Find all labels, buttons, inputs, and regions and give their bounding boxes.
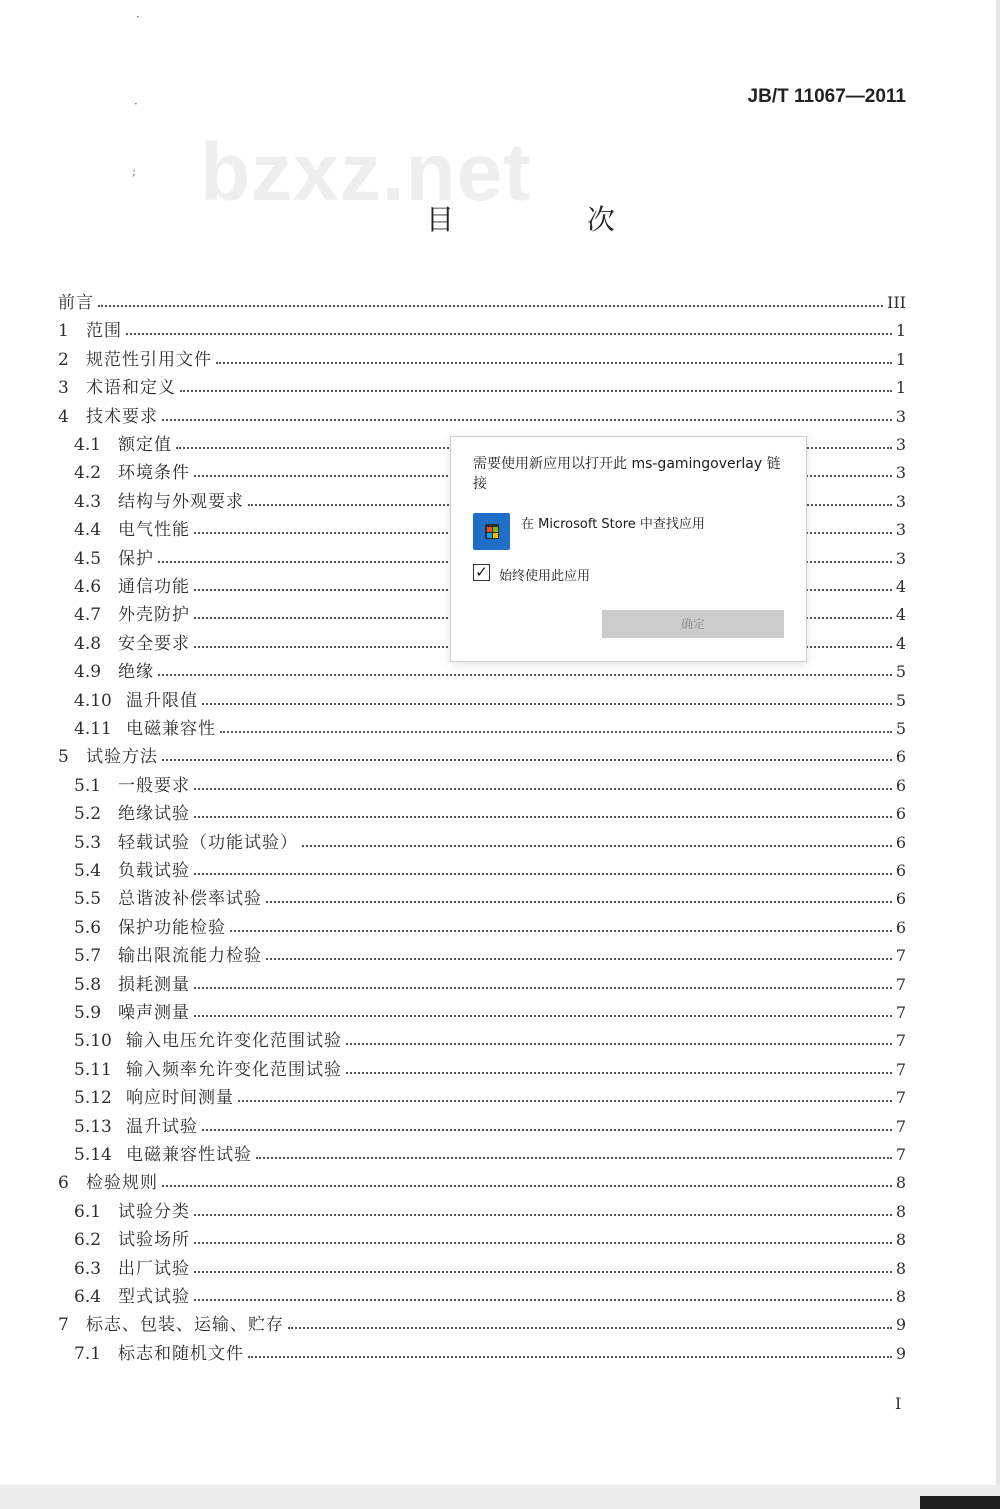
- toc-entry-number: 5.14: [74, 1145, 112, 1165]
- toc-entry-page: 7: [895, 1031, 906, 1050]
- toc-entry: [74, 689, 906, 713]
- toc-entry-title: 一般要求: [118, 776, 190, 796]
- toc-entry-title: 检验规则: [86, 1173, 158, 1193]
- toc-entry: [74, 859, 906, 883]
- toc-entry-page: 6: [895, 833, 906, 852]
- toc-leader-dots: [216, 361, 892, 364]
- toc-entry-page: 7: [895, 975, 906, 994]
- toc-entry-page: 3: [895, 407, 906, 426]
- toc-entry-number: 4.11: [74, 719, 112, 739]
- toc-entry-title: 安全要求: [118, 634, 190, 654]
- toc-entry: [74, 1228, 906, 1252]
- toc-entry-page: 5: [895, 662, 906, 681]
- toc-entry-number: 5.7: [74, 946, 102, 966]
- toc-entry-number: 5.12: [74, 1088, 112, 1108]
- toc-entry-number: 2: [58, 350, 69, 370]
- toc-entry-title: 试验方法: [86, 747, 158, 767]
- bottom-scrollbar-track[interactable]: [0, 1485, 1000, 1509]
- toc-entry: [74, 831, 906, 855]
- toc-entry-title: 温升限值: [126, 691, 198, 711]
- toc-entry-number: 4.1: [74, 435, 102, 455]
- toc-entry: [58, 348, 906, 372]
- toc-entry-page: 8: [895, 1259, 906, 1278]
- toc-entry-page: 7: [895, 1003, 906, 1022]
- toc-entry-title: 标志和随机文件: [118, 1344, 244, 1364]
- toc-entry-title: 绝缘试验: [118, 804, 190, 824]
- toc-entry-title: 技术要求: [86, 407, 158, 427]
- toc-entry: [74, 1115, 906, 1139]
- toc-leader-dots: [98, 304, 883, 307]
- toc-entry-page: 1: [895, 350, 906, 369]
- toc-leader-dots: [248, 1355, 892, 1358]
- toc-entry-page: 8: [895, 1230, 906, 1249]
- toc-entry-title: 规范性引用文件: [86, 350, 212, 370]
- toc-entry: [74, 1086, 906, 1110]
- toc-entry: [74, 1058, 906, 1082]
- toc-entry-title: 通信功能: [118, 577, 190, 597]
- microsoft-store-icon[interactable]: [473, 513, 510, 550]
- toc-leader-dots: [288, 1326, 892, 1329]
- toc-entry-page: 7: [895, 1060, 906, 1079]
- toc-title: 目 次: [426, 203, 677, 236]
- toc-leader-dots: [194, 872, 892, 875]
- toc-entry-title: 总谐波补偿率试验: [118, 889, 262, 909]
- toc-entry-number: 4.6: [74, 577, 102, 597]
- open-with-dialog: [450, 436, 807, 662]
- toc-entry-title: 外壳防护: [118, 605, 190, 625]
- toc-entry-page: 1: [895, 321, 906, 340]
- toc-entry-page: 3: [895, 520, 906, 539]
- toc-entry-title: 响应时间测量: [126, 1088, 234, 1108]
- toc-entry-page: 7: [895, 1145, 906, 1164]
- toc-leader-dots: [194, 1270, 892, 1273]
- toc-entry-title: 噪声测量: [118, 1003, 190, 1023]
- toc-entry-number: 5.2: [74, 804, 102, 824]
- toc-leader-dots: [194, 1014, 892, 1017]
- toc-entry: [58, 376, 906, 400]
- always-use-label[interactable]: 始终使用此应用: [499, 569, 591, 584]
- toc-entry-title: 出厂试验: [118, 1259, 190, 1279]
- toc-entry-number: 5.6: [74, 918, 102, 938]
- toc-leader-dots: [162, 1184, 892, 1187]
- toc-leader-dots: [194, 815, 892, 818]
- toc-entry: [58, 745, 906, 769]
- toc-entry-page: 6: [895, 747, 906, 766]
- toc-leader-dots: [202, 1128, 892, 1131]
- toc-entry-number: 5.13: [74, 1117, 112, 1137]
- toc-leader-dots: [194, 787, 892, 790]
- scan-speck: ·: [134, 97, 138, 111]
- toc-leader-dots: [302, 844, 892, 847]
- always-use-checkbox[interactable]: ✓: [473, 564, 490, 581]
- toc-entry: [74, 1257, 906, 1281]
- toc-leader-dots: [126, 332, 892, 335]
- toc-entry: [74, 1285, 906, 1309]
- toc-entry-title: 型式试验: [118, 1287, 190, 1307]
- scan-speck: ;: [132, 164, 137, 178]
- store-bag-icon: [485, 524, 499, 539]
- toc-leader-dots: [346, 1071, 892, 1074]
- toc-leader-dots: [220, 730, 892, 733]
- toc-entry-number: 5.11: [74, 1060, 112, 1080]
- toc-entry-title: 电气性能: [118, 520, 190, 540]
- toc-entry: [74, 887, 906, 911]
- toc-entry-title: 温升试验: [126, 1117, 198, 1137]
- toc-leader-dots: [266, 900, 892, 903]
- toc-entry-title: 保护: [118, 549, 154, 569]
- toc-leader-dots: [202, 702, 892, 705]
- watermark: bzxz.net: [200, 127, 532, 218]
- toc-entry-number: 4.5: [74, 549, 102, 569]
- toc-entry-title: 保护功能检验: [118, 918, 226, 938]
- toc-entry-page: 9: [895, 1315, 906, 1334]
- toc-leader-dots: [158, 673, 892, 676]
- toc-entry-page: 6: [895, 776, 906, 795]
- toc-entry-number: 6.4: [74, 1287, 102, 1307]
- toc-entry-title: 标志、包装、运输、贮存: [86, 1315, 284, 1335]
- page-number: I: [895, 1394, 902, 1413]
- toc-entry: [58, 1313, 906, 1337]
- toc-entry-title: 结构与外观要求: [118, 492, 244, 512]
- toc-entry: [74, 916, 906, 940]
- find-in-store-option[interactable]: 在 Microsoft Store 中查找应用: [521, 517, 705, 532]
- toc-entry: [74, 973, 906, 997]
- toc-entry-title: 输出限流能力检验: [118, 946, 262, 966]
- toc-entry: [74, 1029, 906, 1053]
- toc-entry-title: 电磁兼容性试验: [126, 1145, 252, 1165]
- dialog-message: 需要使用新应用以打开此 ms-gamingoverlay 链接: [473, 456, 781, 492]
- toc-leader-dots: [194, 986, 892, 989]
- toc-entry-number: 1: [58, 321, 69, 341]
- toc-entry-number: 3: [58, 378, 69, 398]
- toc-entry-title: 术语和定义: [86, 378, 176, 398]
- toc-entry-number: 5.5: [74, 889, 102, 909]
- toc-entry-title: 范围: [86, 321, 122, 341]
- toc-entry-number: 4.7: [74, 605, 102, 625]
- toc-entry-page: 5: [895, 691, 906, 710]
- toc-entry-title: 绝缘: [118, 662, 154, 682]
- toc-entry-number: 4: [58, 407, 69, 427]
- toc-entry-number: 6: [58, 1173, 69, 1193]
- standard-number: JB/T 11067—2011: [747, 86, 906, 107]
- toc-leader-dots: [238, 1099, 892, 1102]
- toc-entry-title: 试验场所: [118, 1230, 190, 1250]
- toc-entry-page: 8: [895, 1202, 906, 1221]
- toc-entry-page: 5: [895, 719, 906, 738]
- toc-entry: [58, 1171, 906, 1195]
- scan-speck: ·: [136, 10, 140, 24]
- toc-entry-page: 1: [895, 378, 906, 397]
- toc-entry-number: 7: [58, 1315, 69, 1335]
- toc-entry-page: 4: [895, 605, 906, 624]
- toc-leader-dots: [230, 929, 892, 932]
- toc-entry-page: 3: [895, 435, 906, 454]
- toc-entry-number: 5.3: [74, 833, 102, 853]
- toc-entry: [74, 1200, 906, 1224]
- toc-leader-dots: [194, 1298, 892, 1301]
- toc-leader-dots: [194, 1213, 892, 1216]
- ok-button[interactable]: 确定: [602, 610, 784, 638]
- toc-entry: [74, 1342, 906, 1366]
- toc-entry: [74, 774, 906, 798]
- toc-entry: [74, 944, 906, 968]
- toc-entry-page: 3: [895, 463, 906, 482]
- toc-entry: [74, 717, 906, 741]
- toc-entry-page: 6: [895, 918, 906, 937]
- toc-entry-number: 5.10: [74, 1031, 112, 1051]
- toc-entry-number: 5.9: [74, 1003, 102, 1023]
- toc-entry: [74, 660, 906, 684]
- toc-entry-title: 输入频率允许变化范围试验: [126, 1060, 342, 1080]
- toc-entry-page: 7: [895, 1088, 906, 1107]
- toc-entry-page: 6: [895, 804, 906, 823]
- toc-entry-page: 3: [895, 549, 906, 568]
- toc-leader-dots: [256, 1156, 892, 1159]
- toc-entry-title: 输入电压允许变化范围试验: [126, 1031, 342, 1051]
- toc-entry: [58, 291, 906, 315]
- toc-entry-title: 负载试验: [118, 861, 190, 881]
- toc-entry: [58, 405, 906, 429]
- toc-leader-dots: [346, 1042, 892, 1045]
- toc-entry-page: 4: [895, 577, 906, 596]
- toc-entry-page: 6: [895, 889, 906, 908]
- toc-leader-dots: [162, 418, 892, 421]
- toc-entry-number: 4.4: [74, 520, 102, 540]
- toc-entry-title: 轻载试验（功能试验）: [118, 833, 298, 853]
- toc-entry-number: 6.2: [74, 1230, 102, 1250]
- toc-entry-page: 7: [895, 946, 906, 965]
- toc-entry-number: 5.4: [74, 861, 102, 881]
- toc-entry: [74, 802, 906, 826]
- toc-entry-title: 电磁兼容性: [126, 719, 216, 739]
- toc-entry: [74, 1143, 906, 1167]
- toc-entry-page: III: [887, 293, 906, 312]
- toc-entry-title: 损耗测量: [118, 975, 190, 995]
- toc-entry-number: 7.1: [74, 1344, 102, 1364]
- toc-entry-number: 4.9: [74, 662, 102, 682]
- toc-entry-title: 额定值: [118, 435, 172, 455]
- toc-entry-page: 8: [895, 1173, 906, 1192]
- toc-leader-dots: [162, 758, 892, 761]
- toc-entry-page: 9: [895, 1344, 906, 1363]
- toc-entry-title: 环境条件: [118, 463, 190, 483]
- taskbar-corner: [920, 1496, 1000, 1509]
- toc-entry-number: 4.3: [74, 492, 102, 512]
- toc-entry-number: 4.2: [74, 463, 102, 483]
- toc-leader-dots: [266, 957, 892, 960]
- page-edge: [996, 0, 1000, 1509]
- toc-entry-page: 4: [895, 634, 906, 653]
- toc-entry: [58, 319, 906, 343]
- toc-entry-title: 前言: [58, 293, 94, 313]
- toc-entry-number: 4.10: [74, 691, 112, 711]
- toc-entry-number: 5.8: [74, 975, 102, 995]
- toc-entry-title: 试验分类: [118, 1202, 190, 1222]
- toc-entry-number: 5.1: [74, 776, 102, 796]
- toc-entry-page: 8: [895, 1287, 906, 1306]
- toc-entry-number: 4.8: [74, 634, 102, 654]
- toc-entry-number: 6.1: [74, 1202, 102, 1222]
- toc-entry: [74, 1001, 906, 1025]
- toc-entry-number: 5: [58, 747, 69, 767]
- toc-entry-page: 7: [895, 1117, 906, 1136]
- toc-entry-page: 3: [895, 492, 906, 511]
- toc-leader-dots: [194, 1241, 892, 1244]
- toc-leader-dots: [180, 389, 892, 392]
- toc-entry-number: 6.3: [74, 1259, 102, 1279]
- toc-entry-page: 6: [895, 861, 906, 880]
